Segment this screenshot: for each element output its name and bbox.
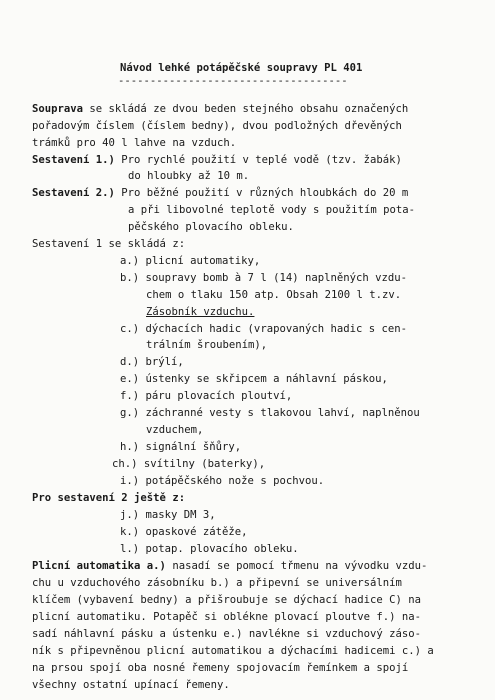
intro-line-3: trámků pro 40 l lahve na vzduch. <box>32 137 237 149</box>
list-item-i: i.) potápěčského nože s pochvou. <box>120 475 325 487</box>
list-item-h: h.) signální šňůry, <box>120 441 242 453</box>
set2-extra-heading: Pro sestavení 2 ještě z: <box>32 492 186 504</box>
set1-consists-heading: Sestavení 1 se skládá z: <box>32 238 186 250</box>
list-item-l: l.) potap. plovacího obleku. <box>120 543 299 555</box>
list-item-k: k.) opaskové zátěže, <box>120 526 248 538</box>
list-item-f: f.) páru plovacích ploutví, <box>120 390 293 402</box>
set2-cont-1: a při libovolné teplotě vody s použitím pota- <box>128 204 416 216</box>
list-item-e: e.) ústenky se skřipcem a náhlavní páskou, <box>120 373 388 385</box>
para-line-3: klíčem (vybavení bedny) a přišroubuje se dýchací hadice C) na <box>32 594 422 606</box>
set1-heading: Sestavení 1.) Pro rychlé použití v teplé vodě (tzv. žabák) <box>32 154 402 166</box>
list-item-c: c.) dýchacích hadic (vrapovaných hadic s cen- <box>120 323 408 335</box>
para-line-7: na prsou spojí oba nosné řemeny spojovacím řemínkem a spojí <box>32 662 409 674</box>
list-item-b-underlined: Zásobník vzduchu. <box>146 306 255 318</box>
list-item-ch: ch.) svítilny (baterky), <box>112 458 266 470</box>
document-title: Návod lehké potápěčské soupravy PL 401 <box>120 62 363 74</box>
para-line-5: sadí náhlavní pásku a ústenku e.) navlékne si vzduchový záso- <box>32 628 422 640</box>
list-item-a: a.) plicní automatiky, <box>120 255 261 267</box>
set2-cont-2: pěčského plovacího obleku. <box>128 221 294 233</box>
list-item-j: j.) masky DM 3, <box>120 509 216 521</box>
set2-heading: Sestavení 2.) Pro běžné použití v různých hloubkách do 20 m <box>32 187 409 199</box>
para-line-4: plicní automatiku. Potapěč si oblékne plovací ploutve f.) na- <box>32 611 422 623</box>
para-line-2: chu u vzduchového zásobníku b.) a připevní se universálním <box>32 577 402 589</box>
title-underline: ------------------------------------ <box>118 75 348 87</box>
list-item-b: b.) soupravy bomb à 7 l (14) naplněných vzdu- <box>120 272 408 284</box>
list-item-g: g.) záchranné vesty s tlakovou lahví, naplněnou <box>120 407 420 419</box>
list-item-b-cont: chem o tlaku 150 atp. Obsah 2100 l t.zv. <box>146 289 402 301</box>
set1-cont: do hloubky až 10 m. <box>128 170 250 182</box>
intro-line-1: Souprava se skládá ze dvou beden stejného obsahu označených <box>32 103 409 115</box>
para-line-6: ník s připevněnou plicní automatikou a dýchacími hadicemi c.) a <box>32 645 434 657</box>
para-line-8: všechny ostatní upínací řemeny. <box>32 679 230 691</box>
intro-line-2: pořadovým číslem (číslem bedny), dvou podložných dřevěných <box>32 120 402 132</box>
list-item-g-cont: vzduchem, <box>146 424 204 436</box>
list-item-c-cont: trálním šroubením), <box>146 339 268 351</box>
para-line-1: Plicní automatika a.) nasadí se pomocí třmenu na vývodku vzdu- <box>32 560 428 572</box>
list-item-d: d.) brýlí, <box>120 356 184 368</box>
